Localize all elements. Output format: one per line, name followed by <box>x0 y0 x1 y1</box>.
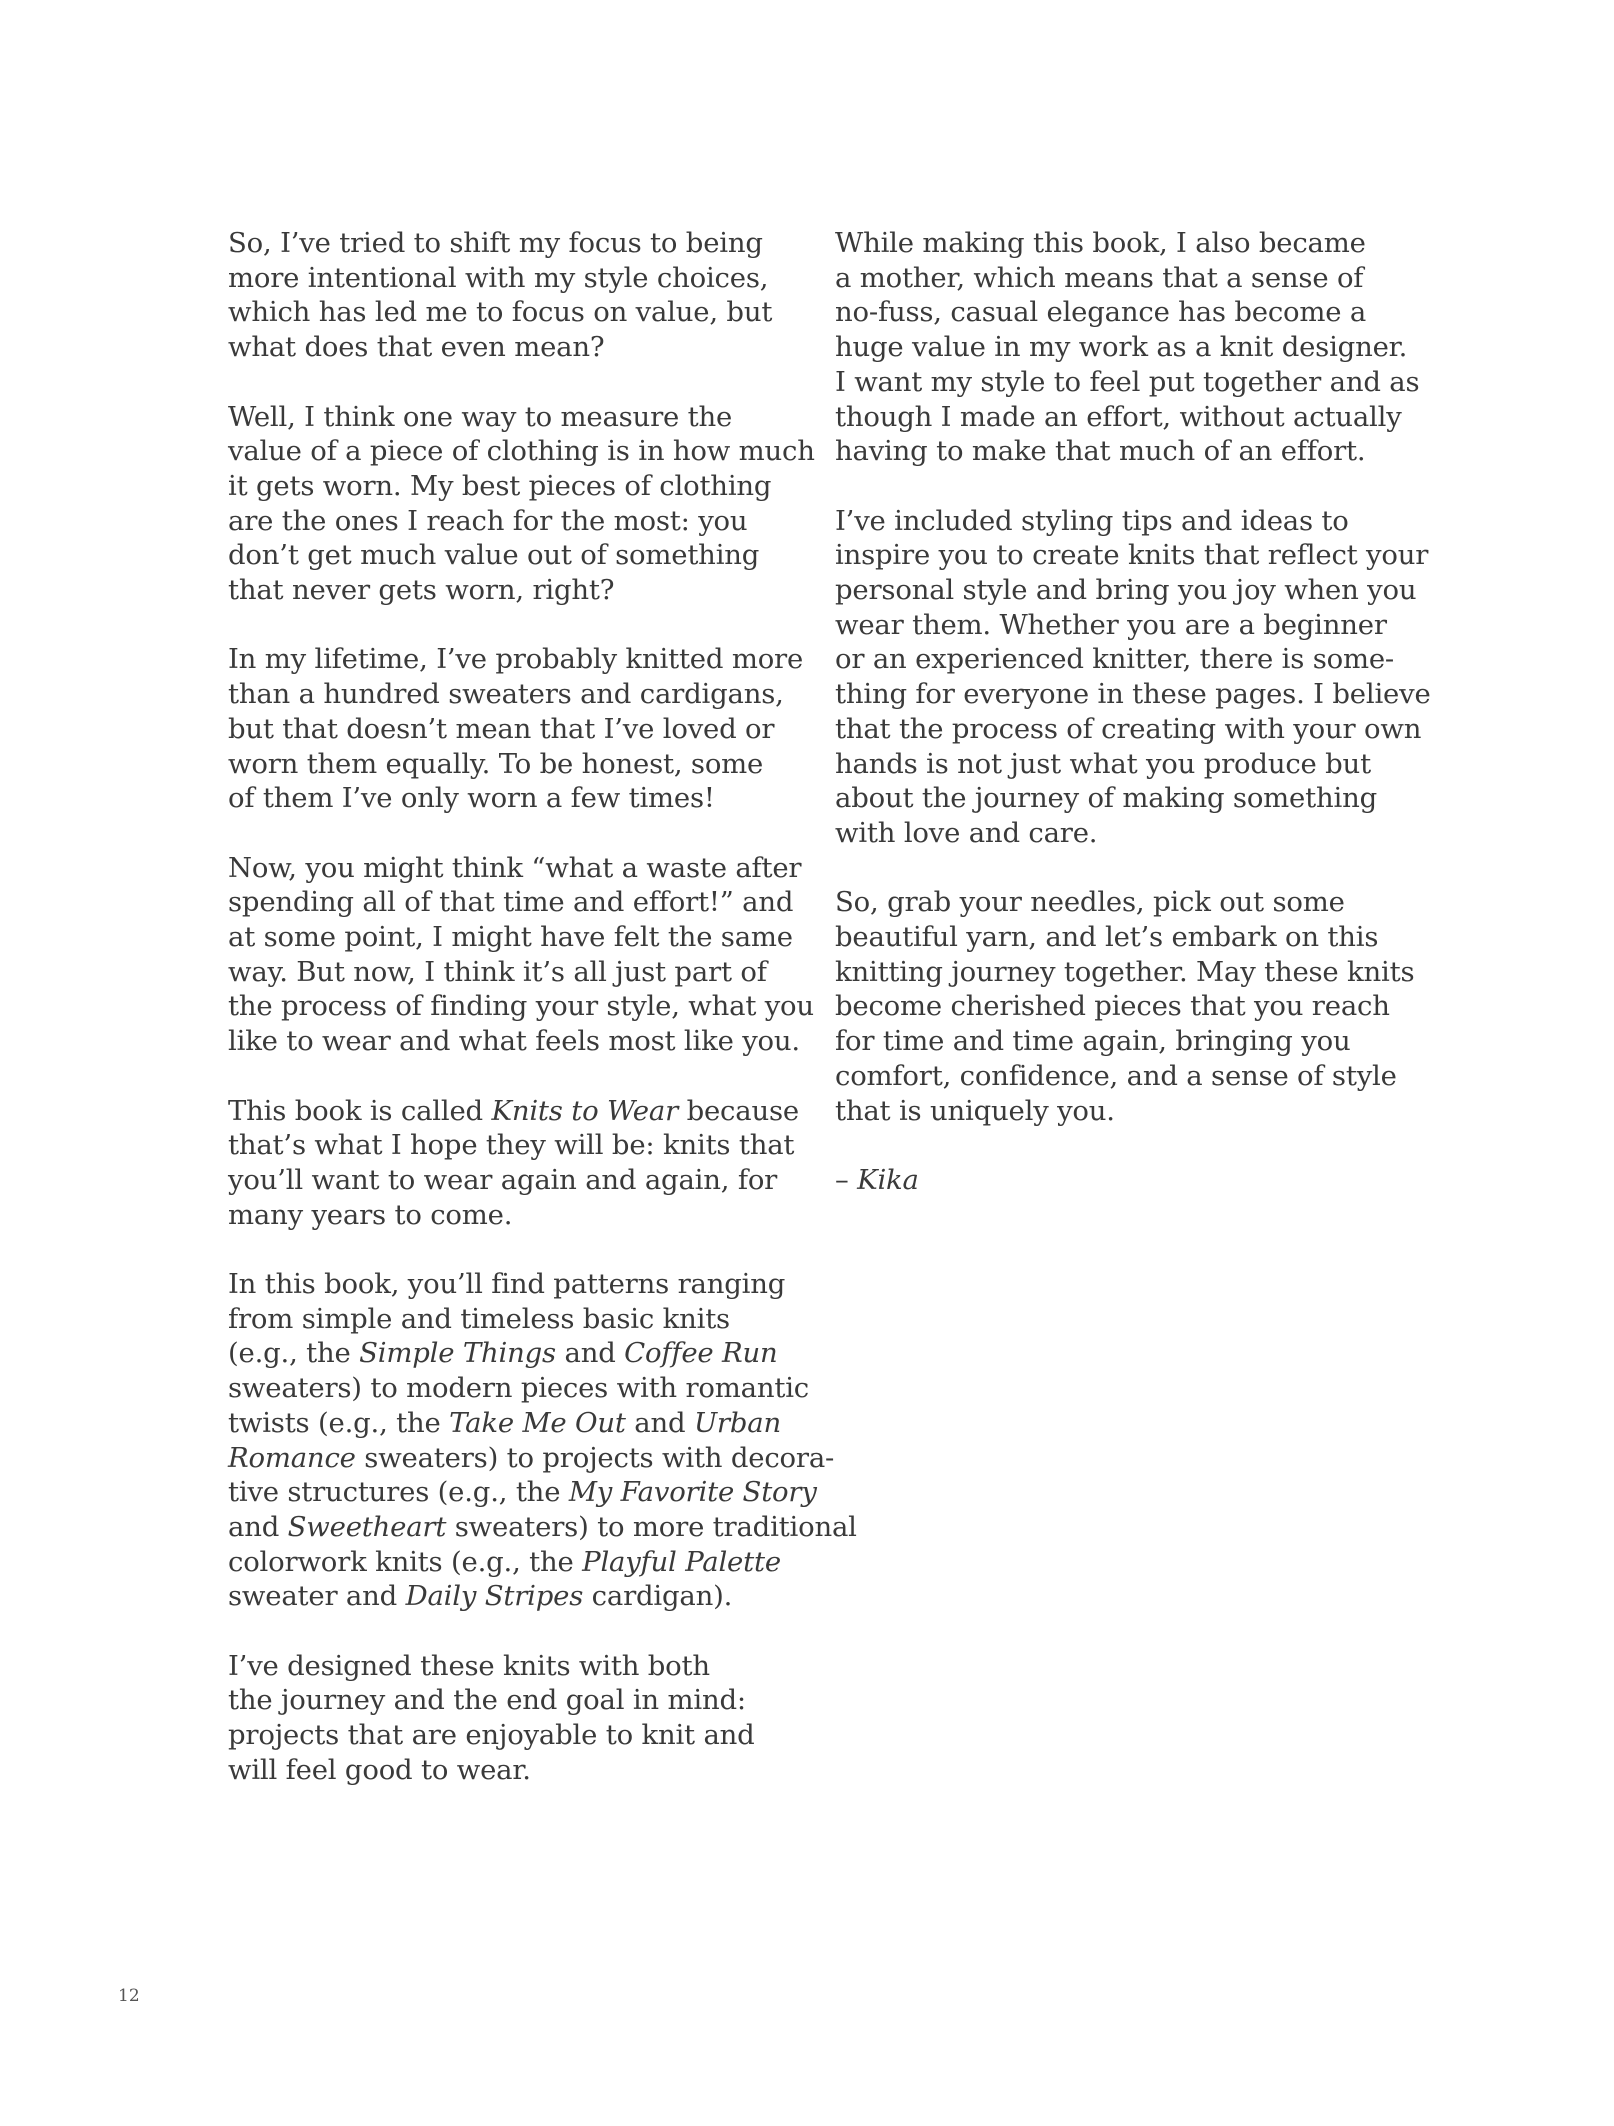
text-line: for time and time again, bringing you <box>835 1025 1351 1058</box>
text-line: beautiful yarn, and let’s embark on this <box>835 921 1379 954</box>
text-line: I’ve included styling tips and ideas to <box>835 504 1349 537</box>
text-line: value of a piece of clothing is in how much <box>228 435 815 468</box>
text-segment: sweaters) to projects with decora- <box>355 1441 835 1474</box>
italic-title: Urban <box>693 1406 781 1439</box>
text-line: In this book, you’ll find patterns ranging <box>228 1268 786 1301</box>
text-line: spending all of that time and effort!” and <box>228 886 794 919</box>
text-line: are the ones I reach for the most: you <box>228 504 748 537</box>
text-segment: colorwork knits (e.g., the <box>228 1545 583 1578</box>
text-line: huge value in my work as a knit designer. <box>835 331 1408 364</box>
paragraph <box>228 851 838 1059</box>
text-line: worn them equally. To be honest, some <box>228 747 764 780</box>
italic-title: Playful Palette <box>582 1545 781 1578</box>
right-paragraphs <box>835 226 1435 1128</box>
text-line: it gets worn. My best pieces of clothing <box>228 469 772 502</box>
text-line: don’t get much value out of something <box>228 539 760 572</box>
italic-title: Daily Stripes <box>405 1580 584 1613</box>
text-segment: cardigan). <box>583 1580 733 1613</box>
signature <box>835 1163 1435 1198</box>
text-line: but that doesn’t mean that I’ve loved or <box>228 712 775 745</box>
text-line: While making this book, I also became <box>835 227 1366 259</box>
paragraph <box>228 1094 838 1233</box>
text-line: of them I’ve only worn a few times! <box>228 782 715 815</box>
text-line: about the journey of making something <box>835 782 1377 815</box>
text-line: wear them. Whether you are a beginner <box>835 608 1387 641</box>
text-segment: and <box>555 1337 625 1370</box>
text-segment: sweater and <box>228 1580 406 1613</box>
text-segment: (e.g., the <box>228 1337 360 1370</box>
text-line: more intentional with my style choices, <box>228 261 769 294</box>
signature-dash: – <box>835 1163 858 1196</box>
text-segment: twists (e.g., the <box>228 1406 450 1439</box>
text-line <box>228 1336 838 1371</box>
text-line: will feel good to wear. <box>228 1753 531 1786</box>
text-segment: This book is called <box>228 1094 492 1127</box>
paragraph <box>228 1649 838 1788</box>
text-line: or an experienced knitter, there is some- <box>835 643 1395 676</box>
text-line <box>228 1545 838 1580</box>
text-line: So, I’ve tried to shift my focus to being <box>228 227 763 259</box>
text-line: knitting journey together. May these knits <box>835 955 1415 988</box>
italic-title: Simple Things <box>359 1337 556 1370</box>
paragraph <box>228 226 838 365</box>
text-line: what does that even mean? <box>228 331 605 364</box>
text-line <box>228 1475 838 1510</box>
text-line: In my lifetime, I’ve probably knitted more <box>228 643 804 676</box>
text-segment: tive structures (e.g., the <box>228 1476 569 1509</box>
text-line <box>228 1441 838 1476</box>
text-line: no-fuss, casual elegance has become a <box>835 296 1367 329</box>
text-line: sweaters) to modern pieces with romantic <box>228 1372 810 1405</box>
text-line: way. But now, I think it’s all just part of <box>228 955 767 988</box>
text-line <box>228 1406 838 1441</box>
italic-title: My Favorite Story <box>568 1476 817 1509</box>
text-line: personal style and bring you joy when you <box>835 574 1417 607</box>
text-line: having to make that much of an effort. <box>835 435 1366 468</box>
text-line: you’ll want to wear again and again, for <box>228 1163 778 1196</box>
text-segment: because <box>678 1094 799 1127</box>
text-line: the journey and the end goal in mind: <box>228 1684 746 1717</box>
signature-name: Kika <box>857 1163 919 1196</box>
text-line <box>228 1094 838 1129</box>
text-line: which has led me to focus on value, but <box>228 296 773 329</box>
text-line: become cherished pieces that you reach <box>835 990 1390 1023</box>
text-line: Now, you might think “what a waste after <box>228 851 802 884</box>
paragraph <box>228 642 838 816</box>
paragraph <box>228 1267 857 1614</box>
text-line: that never gets worn, right? <box>228 574 615 607</box>
text-line: that’s what I hope they will be: knits that <box>228 1129 795 1162</box>
text-line: inspire you to create knits that reflect your <box>835 539 1429 572</box>
text-line: thing for everyone in these pages. I believe <box>835 678 1431 711</box>
paragraph <box>835 504 1435 851</box>
text-segment: and <box>625 1406 694 1439</box>
text-line: from simple and timeless basic knits <box>228 1302 730 1335</box>
text-line: Well, I think one way to measure the <box>228 400 733 433</box>
text-line: a mother, which means that a sense of <box>835 261 1364 294</box>
text-line: though I made an effort, without actually <box>835 400 1402 433</box>
italic-title: Romance <box>228 1441 356 1474</box>
text-line: many years to come. <box>228 1198 513 1231</box>
text-line <box>228 1510 857 1545</box>
italic-title: Coffee Run <box>624 1337 778 1370</box>
text-segment: and <box>228 1510 288 1543</box>
text-line: projects that are enjoyable to knit and <box>228 1719 755 1752</box>
paragraph <box>228 400 838 608</box>
text-line: with love and care. <box>835 816 1098 849</box>
text-line: that the process of creating with your own <box>835 712 1422 745</box>
text-line: I’ve designed these knits with both <box>228 1649 710 1682</box>
text-line: than a hundred sweaters and cardigans, <box>228 678 784 711</box>
text-line: that is uniquely you. <box>835 1094 1115 1127</box>
italic-title: Sweetheart <box>287 1510 447 1543</box>
italic-title: Take Me Out <box>449 1406 626 1439</box>
paragraph <box>835 226 1435 469</box>
text-line: like to wear and what feels most like you. <box>228 1025 800 1058</box>
paragraph <box>835 885 1435 1128</box>
text-line: the process of finding your style, what you <box>228 990 814 1023</box>
page-number: 12 <box>118 1986 140 2006</box>
text-line: hands is not just what you produce but <box>835 747 1371 780</box>
italic-title: Knits to Wear <box>491 1094 679 1127</box>
right-text-column <box>835 226 1435 1198</box>
text-line: So, grab your needles, pick out some <box>835 886 1345 919</box>
text-segment: sweaters) to more traditional <box>446 1510 857 1543</box>
text-line: I want my style to feel put together and as <box>835 365 1420 398</box>
text-line <box>228 1579 838 1614</box>
text-line: at some point, I might have felt the same <box>228 921 793 954</box>
text-line: comfort, confidence, and a sense of style <box>835 1059 1397 1092</box>
left-text-column <box>228 226 857 1822</box>
